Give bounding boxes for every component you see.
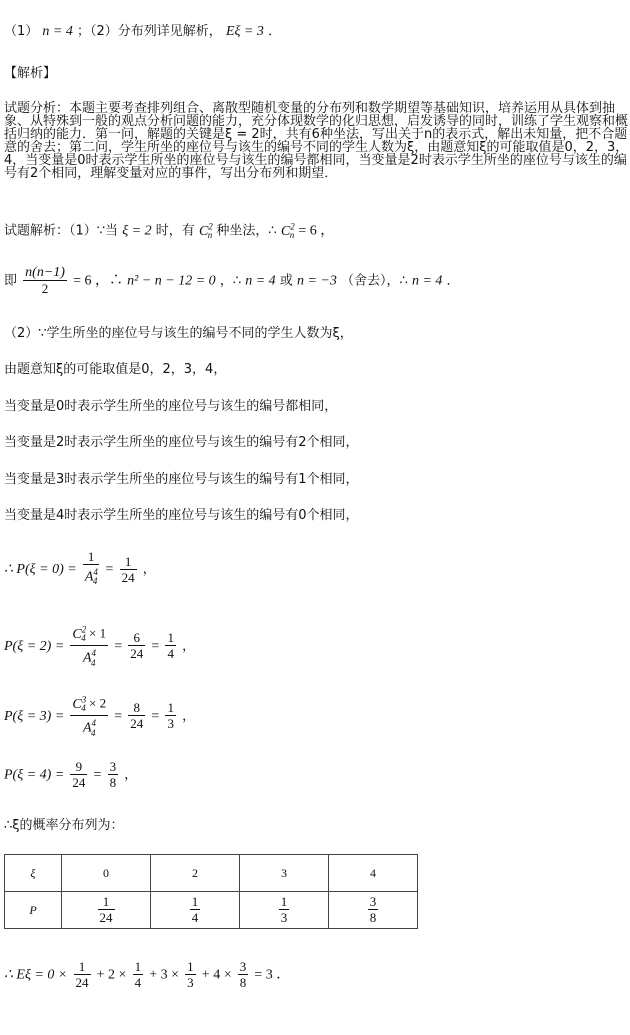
table-row-p xyxy=(5,892,418,929)
p2-frac-2 xyxy=(128,631,145,661)
sol2-text-b: = 6 ，∴ xyxy=(73,273,123,289)
table-p4-num: 3 xyxy=(369,894,377,909)
prob-xi-4 xyxy=(4,760,137,790)
table-p0-den: 24 xyxy=(99,910,113,925)
p0-frac-2 xyxy=(120,555,137,585)
exp-frac-d-num: 3 xyxy=(239,959,247,974)
p2-frac-1 xyxy=(70,622,108,671)
explain-line-5: 当变量是3时表示学生所坐的座位号与该生的编号有1个相同， xyxy=(4,472,359,487)
frac-denominator: 2 xyxy=(23,280,67,296)
sol2-text-f: 或 xyxy=(279,273,293,289)
p3-frac-3 xyxy=(165,701,176,731)
expectation-line xyxy=(4,960,290,990)
answer-expectation: Eξ = 3 xyxy=(225,24,264,39)
prob-xi-0 xyxy=(4,550,156,589)
p2-frac-3-den: 4 xyxy=(167,646,174,662)
p4-frac-2-num: 3 xyxy=(109,759,117,774)
table-header-p: P xyxy=(5,892,62,929)
p3-frac-2 xyxy=(128,701,145,731)
p2-frac-3 xyxy=(165,631,176,661)
p0-frac-1-den: $A^4_4$ xyxy=(83,564,100,589)
p3-post: ， xyxy=(182,708,196,724)
frac-numerator: n(n−1) xyxy=(25,265,65,280)
exp-plus-2: + 2 × xyxy=(96,967,127,983)
sol1-text-d: 种坐法，∴ xyxy=(216,223,277,239)
solution-part1-line xyxy=(4,219,334,243)
p4-frac-1 xyxy=(70,760,87,790)
p0-label: ∴ P(ξ = 0) = xyxy=(4,562,77,578)
prob-xi-3 xyxy=(4,692,195,741)
distribution-title: ∴ξ的概率分布列为： xyxy=(4,818,124,833)
p3-frac-1-den: $A^4_4$ xyxy=(70,715,108,740)
table-p3-den: 3 xyxy=(280,910,288,925)
sol2-text-h: （舍去），∴ xyxy=(341,273,408,289)
table-row-xi xyxy=(5,855,418,892)
p0-frac-1-num: 1 xyxy=(87,549,95,564)
exp-frac-b-num: 1 xyxy=(134,959,142,974)
p4-post: ， xyxy=(124,767,138,783)
exp-frac-b-den: 4 xyxy=(134,975,142,990)
p3-frac-3-den: 3 xyxy=(167,716,174,732)
p4-frac-1-num: 9 xyxy=(75,759,83,774)
p3-frac-2-num: 8 xyxy=(133,700,141,716)
exp-frac-c xyxy=(185,960,196,990)
quadratic-equation: n² − n − 12 = 0 xyxy=(127,273,216,289)
exp-frac-a xyxy=(74,960,91,990)
p2-label: P(ξ = 2) = xyxy=(4,638,65,654)
sol2-text-a: 即 xyxy=(4,273,18,289)
p3-frac-1 xyxy=(70,692,108,741)
p4-label: P(ξ = 4) = xyxy=(4,767,65,783)
exp-post: = 3 ． xyxy=(254,967,291,983)
p2-eq1: = xyxy=(114,638,123,654)
p0-post: ， xyxy=(142,562,156,578)
sol1-xi2: ξ = 2 xyxy=(122,223,152,239)
exp-frac-d xyxy=(238,960,249,990)
p3-label: P(ξ = 3) = xyxy=(4,708,65,724)
solution-equation-line xyxy=(4,266,460,296)
p2-frac-1-num: $C^2_4 \times 1$ xyxy=(72,624,107,644)
table-cell-p-3 xyxy=(240,892,329,929)
table-cell-xi-4: 4 xyxy=(329,855,418,892)
table-p2-den: 4 xyxy=(191,910,199,925)
table-cell-xi-0: 0 xyxy=(62,855,151,892)
root-n4: n = 4 xyxy=(245,273,276,289)
table-p3-num: 1 xyxy=(280,894,288,909)
p0-frac-2-den: 24 xyxy=(121,569,135,585)
table-cell-p-2 xyxy=(151,892,240,929)
p2-frac-1-num-tail: × 1 xyxy=(89,625,107,641)
explain-line-4: 当变量是2时表示学生所坐的座位号与该生的编号有2个相同， xyxy=(4,435,359,450)
answer-n-value: n = 4 xyxy=(42,24,73,39)
fraction-n-n-1-over-2 xyxy=(23,266,67,296)
exp-plus-4: + 4 × xyxy=(201,967,232,983)
table-p2-num: 1 xyxy=(191,894,199,909)
final-n4: n = 4 xyxy=(411,273,443,289)
explain-line-1: （2）∵学生所坐的座位号与该生的编号不同的学生人数为ξ， xyxy=(4,326,353,341)
p4-frac-1-den: 24 xyxy=(72,775,86,790)
p0-frac-2-num: 1 xyxy=(124,553,132,569)
p3-frac-1-num: $C^3_4 \times 2$ xyxy=(72,694,107,714)
answer-separator: ；（2）分布列详见解析， xyxy=(77,24,222,39)
explain-line-3: 当变量是0时表示学生所坐的座位号与该生的编号都相同， xyxy=(4,399,338,414)
table-p0-num: 1 xyxy=(102,894,110,909)
combination-symbol-2: $C^2_n$ xyxy=(280,221,295,241)
p2-post: ， xyxy=(182,638,196,654)
answer-end: ． xyxy=(268,24,282,39)
sol1-text-c: 时，有 xyxy=(155,223,195,239)
answer-line xyxy=(4,24,281,39)
p0-eq: = xyxy=(105,562,114,578)
sol2-text-j: ． xyxy=(446,273,460,289)
analysis-heading: 【解析】 xyxy=(4,66,57,81)
p3-frac-2-den: 24 xyxy=(130,716,144,732)
table-p4-den: 8 xyxy=(369,910,377,925)
exp-frac-b xyxy=(133,960,144,990)
p2-frac-2-num: 6 xyxy=(133,630,141,646)
exp-frac-a-den: 24 xyxy=(75,975,89,990)
explain-line-2: 由题意知ξ的可能取值是0，2，3，4， xyxy=(4,362,227,377)
p3-eq2: = xyxy=(151,708,160,724)
exp-frac-c-num: 1 xyxy=(187,959,194,974)
table-cell-p-0 xyxy=(62,892,151,929)
p2-frac-1-den: $A^4_4$ xyxy=(70,645,108,670)
sol2-text-d: ，∴ xyxy=(219,273,242,289)
answer-part1-label: （1） xyxy=(4,24,39,39)
table-cell-xi-3: 3 xyxy=(240,855,329,892)
p0-frac-1 xyxy=(83,550,100,589)
p4-frac-2-den: 8 xyxy=(109,775,117,790)
analysis-paragraph: 试题分析：本题主要考查排列组合、离散型随机变量的分布列和数学期望等基础知识，培养运用从具体到抽象、从特殊到一般的观点分析问题的能力，充分体现数学的化归思想，启发诱导的同时，训练了学生观察和概括归纳的能力．第一问，解题的关键是ξ = 2时，共有6种坐法，写出关于n的表示式，解出未知量，把不合题意的舍去；第二问，学生所坐的座位号与该生的编号不同的学生人数为ξ，由题意知ξ的可能取值是0，2，3，4，当变量是0时表示学生所坐的座位号与该生的编号都相同，当变量是2时表示学生所坐的座位号与该生的编号有2个相同，理解变量对应的事件，写出分布列和期望． xyxy=(4,101,629,181)
distribution-table xyxy=(4,854,418,929)
sol1-text-e: = 6 ， xyxy=(298,223,335,239)
table-cell-xi-2: 2 xyxy=(151,855,240,892)
p4-frac-2 xyxy=(108,760,119,790)
table-cell-p-4 xyxy=(329,892,418,929)
table-header-xi: ξ xyxy=(5,855,62,892)
explain-line-6: 当变量是4时表示学生所坐的座位号与该生的编号有0个相同， xyxy=(4,508,359,523)
p3-eq1: = xyxy=(114,708,123,724)
exp-frac-a-num: 1 xyxy=(78,959,86,974)
exp-frac-c-den: 3 xyxy=(187,975,194,990)
prob-xi-2 xyxy=(4,622,195,671)
exp-pre: ∴ Eξ = 0 × xyxy=(4,967,68,983)
p2-frac-3-num: 1 xyxy=(167,630,174,646)
root-n-3: n = −3 xyxy=(296,273,337,289)
exp-frac-d-den: 8 xyxy=(239,975,247,990)
p2-frac-2-den: 24 xyxy=(130,646,144,662)
combination-symbol: $C^2_n$ xyxy=(198,221,213,241)
p4-eq: = xyxy=(93,767,102,783)
exp-plus-3: + 3 × xyxy=(149,967,180,983)
sol1-text-a: 试题解析：（1）∵当 xyxy=(4,223,119,239)
p2-eq2: = xyxy=(151,638,160,654)
p3-frac-1-num-tail: × 2 xyxy=(89,695,107,711)
p3-frac-3-num: 1 xyxy=(167,700,174,716)
